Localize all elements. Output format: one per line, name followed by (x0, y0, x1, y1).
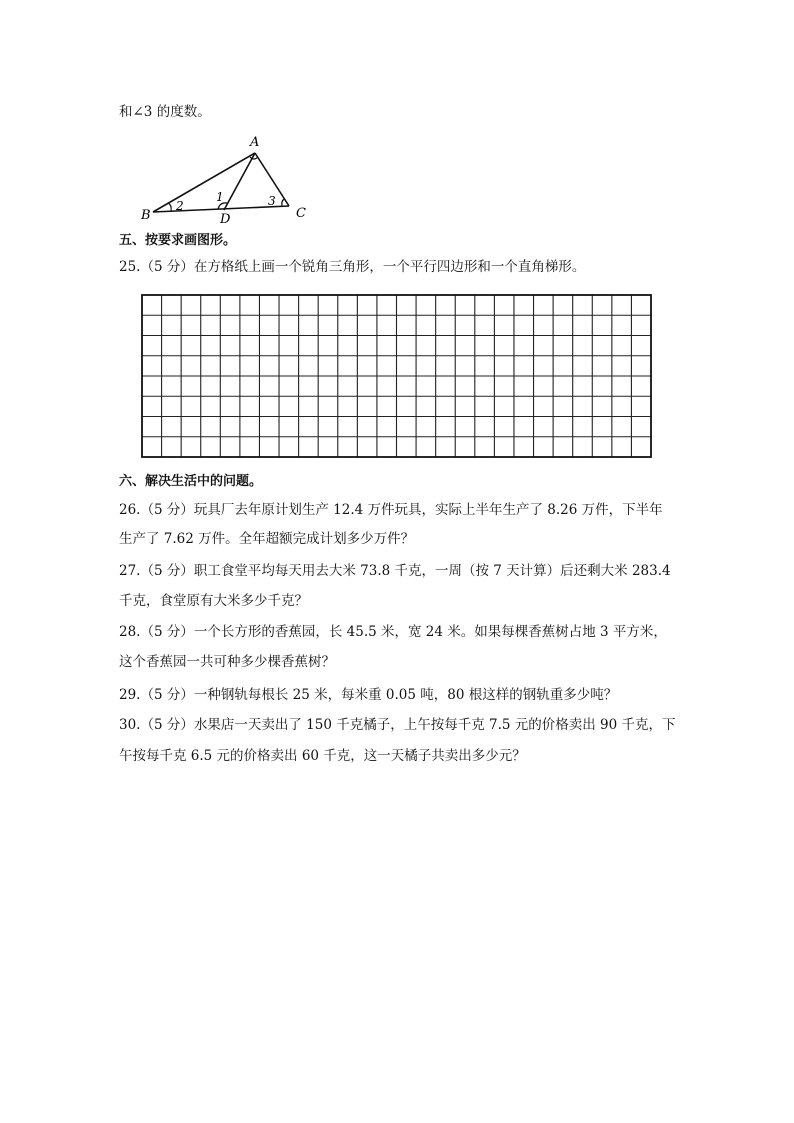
angle-a-arc (250, 157, 258, 159)
question-28-line-2: 这个香蕉园一共可种多少棵香蕉树？ (119, 654, 335, 670)
question-25: 25.（5 分）在方格纸上画一个锐角三角形，一个平行四边形和一个直角梯形。 (119, 259, 586, 275)
question-27-line-1: 27.（5 分）职工食堂平均每天用去大米 73.8 千克，一周（按 7 天计算）后还剩大米 283.4 (119, 563, 671, 579)
question-26-line-2: 生产了 7.62 万件。全年超额完成计划多少万件？ (119, 531, 415, 547)
section-5-heading: 五、按要求画图形。 (119, 233, 237, 248)
question-30-line-2: 午按每千克 6.5 元的价格卖出 60 千克，这一天橘子共卖出多少元？ (119, 748, 526, 764)
question-26-line-1: 26.（5 分）玩具厂去年原计划生产 12.4 万件玩具，实际上半年生产了 8.26 万件，下半年 (119, 502, 663, 518)
question-28-line-1: 28.（5 分）一个长方形的香蕉园，长 45.5 米，宽 24 米。如果每棵香蕉树占地 3 平方米， (119, 624, 667, 640)
q24-tail-text: 和∠3 的度数。 (119, 104, 211, 120)
triangle-figure (136, 132, 316, 227)
question-27-line-2: 千克，食堂原有大米多少千克？ (119, 593, 308, 609)
label-angle-1: 1 (216, 190, 224, 204)
square-grid (139, 294, 655, 460)
question-29-line-1: 29.（5 分）一种钢轨每根长 25 米，每米重 0.05 吨，80 根这样的钢轨重多少吨？ (119, 687, 618, 703)
section-6-heading: 六、解决生活中的问题。 (119, 474, 263, 489)
label-angle-3: 3 (268, 194, 276, 208)
label-a: A (250, 135, 260, 150)
grid-lines (142, 295, 651, 457)
label-d: D (220, 212, 231, 227)
label-b: B (141, 208, 151, 223)
label-c: C (296, 206, 306, 221)
question-30-line-1: 30.（5 分）水果店一天卖出了 150 千克橘子，上午按每千克 7.5 元的价格卖出 90 千克，下 (119, 717, 676, 733)
angle-2-arc (168, 203, 171, 211)
label-angle-2: 2 (176, 199, 184, 213)
